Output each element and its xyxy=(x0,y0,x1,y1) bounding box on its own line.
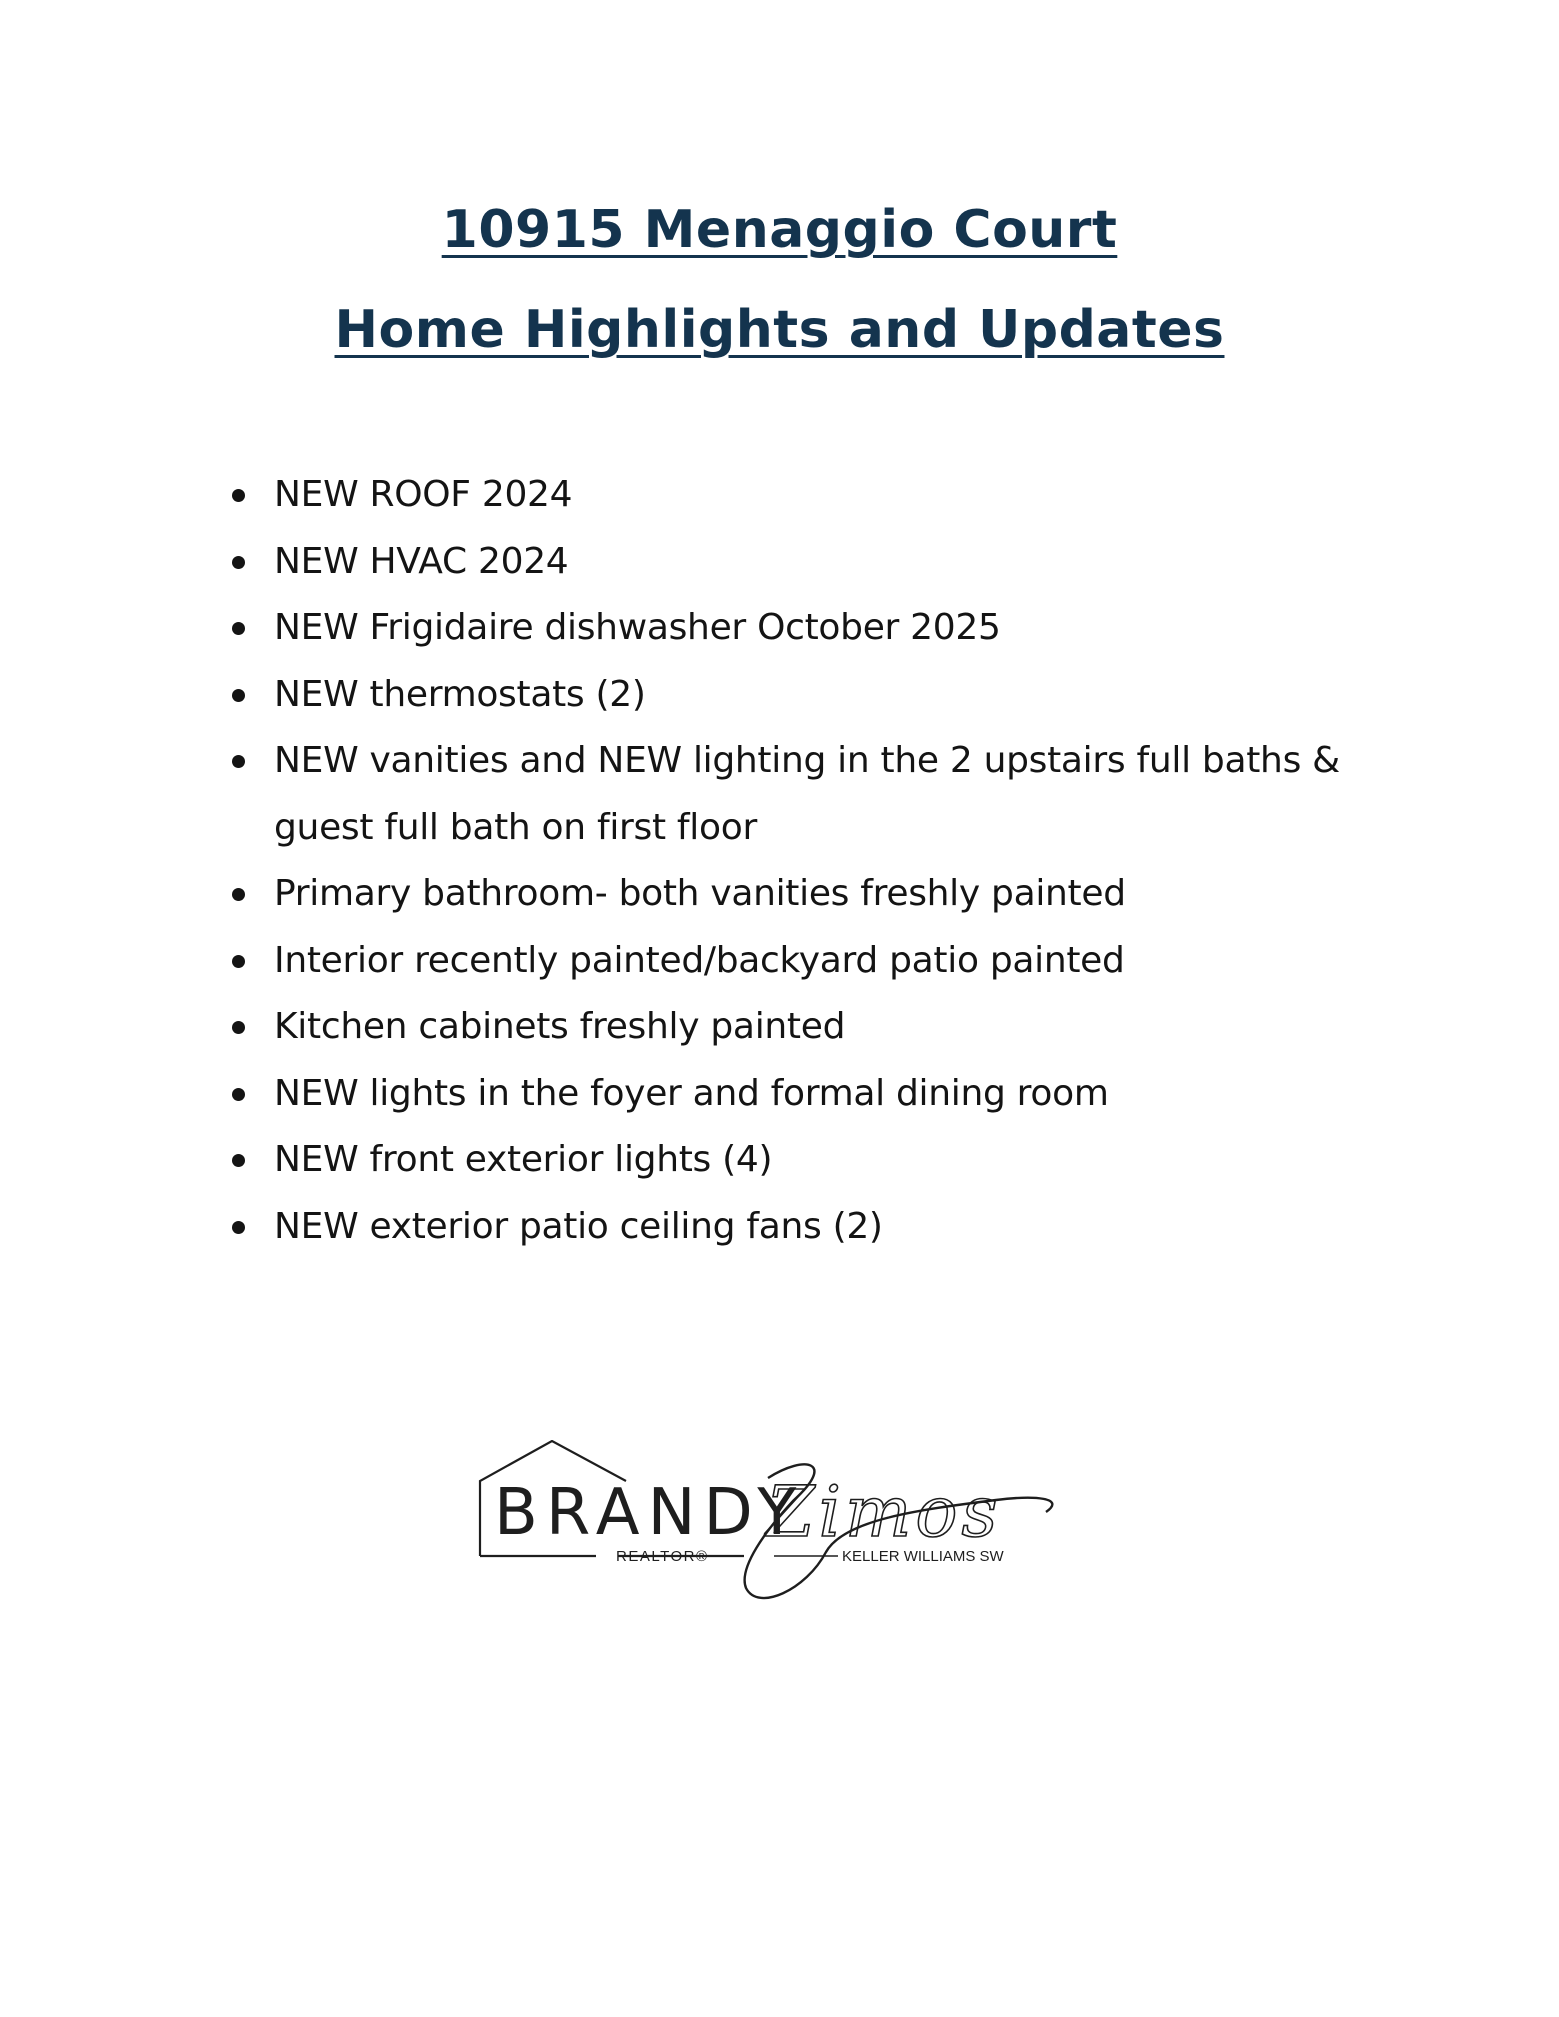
list-item xyxy=(232,595,1362,662)
list-item xyxy=(232,529,1362,596)
list-item-text: NEW front exterior lights (4) xyxy=(274,1139,773,1180)
document-subtitle: Home Highlights and Updates xyxy=(334,300,1225,360)
bullet-icon xyxy=(232,755,245,768)
document-header xyxy=(0,180,1559,380)
logo-tagline-brokerage: KELLER WILLIAMS SW xyxy=(842,1548,1004,1565)
bullet-icon xyxy=(232,622,245,635)
list-item-text: NEW Frigidaire dishwasher October 2025 xyxy=(274,607,1001,648)
realtor-logo-graphic xyxy=(476,1440,1096,1620)
list-item xyxy=(232,994,1362,1061)
logo-tagline-realtor: REALTOR® xyxy=(616,1548,709,1565)
list-item xyxy=(232,462,1362,529)
highlights-list xyxy=(232,462,1362,1260)
list-item xyxy=(232,662,1362,729)
bullet-icon xyxy=(232,556,245,569)
list-item xyxy=(232,861,1362,928)
list-item xyxy=(232,1127,1362,1194)
list-item-text: Primary bathroom- both vanities freshly painted xyxy=(274,873,1126,914)
list-item-text: NEW exterior patio ceiling fans (2) xyxy=(274,1205,883,1247)
list-item xyxy=(232,1061,1362,1128)
realtor-logo xyxy=(476,1440,1096,1620)
bullet-icon xyxy=(232,489,245,502)
list-item-text: NEW thermostats (2) xyxy=(274,673,646,715)
list-item-text: Kitchen cabinets freshly painted xyxy=(274,1006,846,1047)
property-address-title: 10915 Menaggio Court xyxy=(441,200,1118,260)
list-item-text: NEW vanities and NEW lighting in the 2 upstairs full baths & guest full bath on first floor xyxy=(274,740,1340,848)
list-item-text: NEW ROOF 2024 xyxy=(274,474,573,515)
bullet-icon xyxy=(232,1088,245,1101)
bullet-icon xyxy=(232,888,245,901)
list-item-text: NEW lights in the foyer and formal dining room xyxy=(274,1072,1109,1114)
bullet-icon xyxy=(232,689,245,702)
logo-name-print: BRANDY xyxy=(494,1476,805,1550)
bullet-icon xyxy=(232,1221,245,1234)
list-item-text: NEW HVAC 2024 xyxy=(274,540,569,582)
bullet-icon xyxy=(232,1154,245,1167)
list-item xyxy=(232,928,1362,995)
list-item xyxy=(232,1194,1362,1261)
bullet-icon xyxy=(232,1021,245,1034)
bullet-icon xyxy=(232,955,245,968)
list-item xyxy=(232,728,1362,861)
logo-name-script: Zimos xyxy=(766,1471,1002,1553)
list-item-text: Interior recently painted/backyard patio painted xyxy=(274,939,1125,981)
